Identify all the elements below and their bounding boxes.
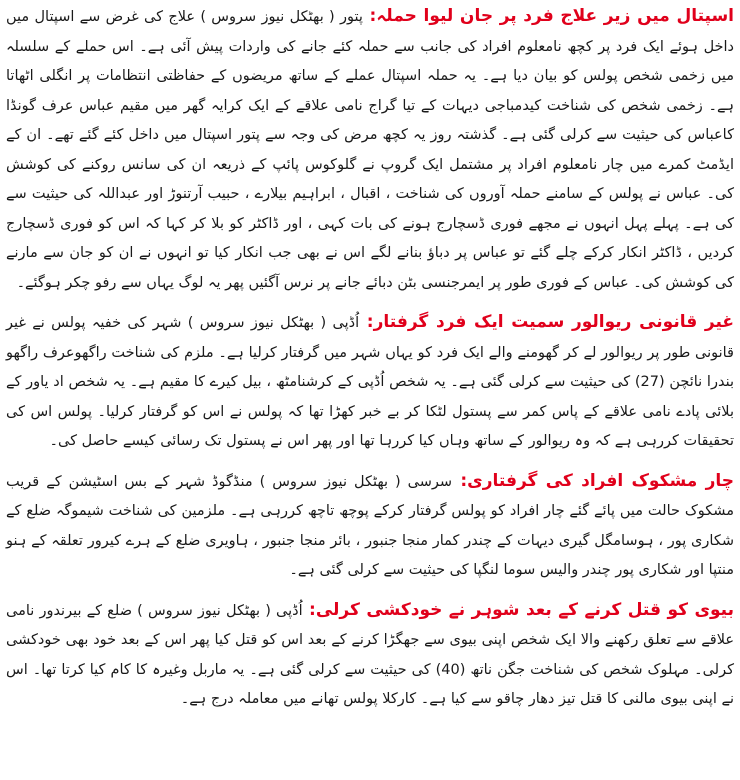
headline-murder-suicide: بیوی کو قتل کرنے کے بعد شوہر نے خودکشی کرلی: xyxy=(302,599,735,620)
news-story-revolver-arrest xyxy=(6,308,734,457)
story-body-murder-suicide: اُڈپی ( بھٹکل نیوز سروس ) ضلع کے بیرندور نامی علاقے سے تعلق رکھنے والا ایک شخص اپنی بیوی سے جھگڑا کرنے کے بعد اس کو قتل کیا پھر اس کے بعد خود بھی خودکشی کرلی۔ مہلوک شخص کی شناخت جگن ناتھ (40) کی حیثیت سے کرلی گئی ہے۔ یہ ماربل وغیرہ کا کام کیا کرتا تھا۔ اس نے اپنی بیوی مالنی کا قتل تیز دھار چاقو سے کیا ہے۔ کارکلا پولس تھانے میں معاملہ درج ہے۔ xyxy=(6,602,734,707)
story-body-hospital-attack: پتور ( بھٹکل نیوز سروس ) علاج کی غرض سے اسپتال میں داخل ہوئے ایک فرد پر کچھ نامعلوم افراد کی جانب سے حملہ کئے جانے کی واردات پیش آئی ہے۔ اس حملے کے سلسلہ میں زخمی شخص پولس کو بیان دیا ہے۔ یہ حملہ اسپتال عملے کے ساتھ مریضوں کے حفاظتی انتظامات پر انگلی اٹھاتا ہے۔ زخمی شخص کی شناخت کیدمباجی دیہات کے تیا گراج نامی علاقے کے ایک کرایہ گھر میں مقیم عباس عرف گونڈا کاعباس کی حیثیت سے کرلی گئی ہے۔ گذشتہ روز یہ کچھ مرض کی وجہ سے پتور اسپتال میں داخل کئے گئے تھے۔ ان کے ایڈمٹ کمرے میں چار نامعلوم افراد پر مشتمل ایک گروپ نے گلوکوس پائپ کے ذریعہ ان کی سانس روکنے کی کوشش کی۔ عباس نے پولس کے سامنے حملہ آوروں کی شناخت ، اقبال ، ابراہیم بیلارے ، حبیب آرتنوڑ اور عبداللہ کی حیثیت سے کی ہے۔ پہلے پہل انہوں نے مجھے فوری ڈسچارج ہونے کی بات کہی ، اور ڈاکٹر کو بلا کر کہا کہ اس کو فوری ڈسچارج کردیں ، ڈاکٹر انکار کرکے چلے گئے تو عباس پر دباؤ بنانے لگے اس نے بھی جب انکار کیا تو انہوں نے ان کو جان سے مارنے کی کوشش کی۔ عباس کے فوری طور پر ایمرجنسی بٹن دبائے جانے پر نرس آگئیں پھر یہ لوگ یہاں سے رفو چکر ہوگئے۔ xyxy=(6,9,734,291)
news-story-suspects-arrest xyxy=(6,467,734,586)
headline-hospital-attack: اسپتال میں زیر علاج فرد پر جان لیوا حملہ: xyxy=(362,6,735,26)
news-story-hospital-attack xyxy=(6,2,734,298)
news-story-murder-suicide xyxy=(6,596,734,715)
story-body-suspects-arrest: سرسی ( بھٹکل نیوز سروس ) منڈگوڈ شہر کے بس اسٹیشن کے قریب مشکوک حالت میں پائے گئے چار افراد کو پولس گرفتار کرکے پوچھ تاچھ کررہی ہے۔ ملزمین کی شناخت شیموگہ ضلع کے شکاری پور ، ہوسامگل گیری دیہات کے چندر کمار منجا جنبور ، بائر منجا جنبور ، ہاویری ضلع کے ہرے کیرور تعلقہ کے ہنو منتپا اور شکاری پور چندر والیس سوما لنگپا کی حیثیت سے کرلی گئی ہے۔ xyxy=(6,473,734,578)
headline-suspects-arrest: چار مشکوک افراد کی گرفتاری: xyxy=(452,470,734,491)
story-body-revolver-arrest: اُڈپی ( بھٹکل نیوز سروس ) شہر کی خفیہ پولس نے غیر قانونی طور پر ریوالور لے کر گھومنے والے ایک فرد کو یہاں شہر میں گرفتار کرلیا ہے۔ ملزم کی شناخت راگھوعرف راگھو بندرا نائچن (27) کی حیثیت سے کرلی گئی ہے۔ یہ شخص اُڈپی کے کرشنامٹھ ، بیل کیرے کا مقیم ہے۔ یہ شخص اد یاور کے بلائی پادے نامی علاقے کے پاس کمر سے پستول لٹکا کر بے خبر کھڑا تھا کہ پولس نے اس کو گرفتار کرلیا۔ پولس اس کی تحقیقات کررہی ہے کہ وہ ریوالور کے ساتھ وہاں کیا کررہا تھا اور پھر اس نے پستول تک رسائی کیسے حاصل کی۔ xyxy=(6,315,734,449)
headline-revolver-arrest: غیر قانونی ریوالور سمیت ایک فرد گرفتار: xyxy=(359,312,735,332)
